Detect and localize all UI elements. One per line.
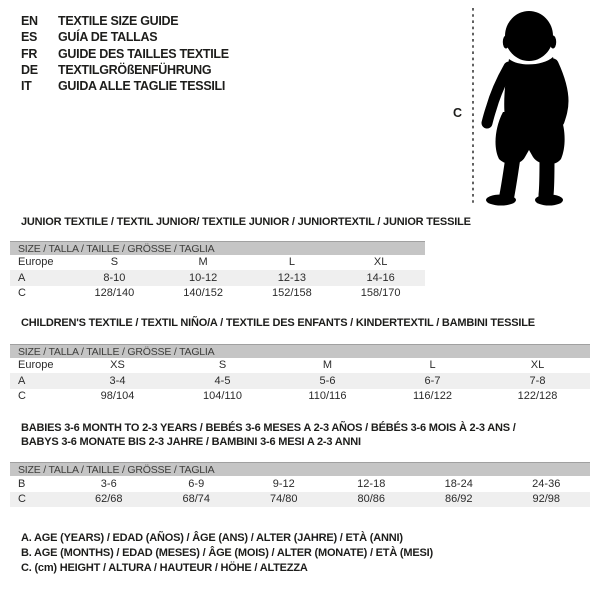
size-value: 6-9 [188,477,205,490]
language-row [21,29,229,45]
size-value: 24-36 [532,477,561,490]
size-value: 80/86 [357,493,386,506]
size-value: 152/158 [271,287,312,300]
row-label: C [18,493,26,506]
size-value: 10-12 [189,271,218,284]
language-row [21,78,229,94]
legend-note-line: A. AGE (YEARS) / EDAD (AÑOS) / ÂGE (ANS) / ALTER (JAHRE) / ETÀ (ANNI) [21,532,403,544]
size-value: S [218,359,227,372]
language-guide-title: TEXTILE SIZE GUIDE [58,14,179,29]
size-value: 14-16 [366,271,395,284]
row-label: B [18,477,26,490]
language-code: IT [21,79,32,94]
table-title-line: BABYS 3-6 MONATE BIS 2-3 JAHRE / BAMBINI 3-6 MESI A 2-3 ANNI [21,435,361,448]
size-value: XS [110,359,125,372]
junior-textile-section [10,216,471,301]
height-dotted-line [472,8,474,206]
size-value: 6-7 [424,374,441,387]
language-guide-title: GUÍA DE TALLAS [58,30,158,45]
size-value: 12-13 [277,271,306,284]
size-value: 4-5 [214,374,231,387]
language-guide-title: GUIDA ALLE TAGLIE TESSILI [58,79,226,94]
language-code: DE [21,63,38,78]
row-label: A [18,374,26,387]
table-row [10,389,590,405]
size-value: 7-8 [529,374,546,387]
size-value: L [288,256,295,269]
size-value: L [429,359,436,372]
childrens-textile-section [10,317,590,404]
size-table [10,344,590,405]
table-title-line: JUNIOR TEXTILE / TEXTIL JUNIOR/ TEXTILE JUNIOR / JUNIORTEXTIL / JUNIOR TESSILE [21,216,471,228]
table-row [10,255,425,271]
table-row [10,286,425,302]
size-value: 158/170 [360,287,401,300]
table-row [10,358,590,374]
size-table [10,462,590,507]
size-value: S [110,256,119,269]
size-value: XL [530,359,545,372]
language-guide-title: TEXTILGRÖßENFÜHRUNG [58,63,212,78]
language-row [21,62,229,78]
size-value: 110/116 [308,390,347,403]
legend-note-line: C. (cm) HEIGHT / ALTURA / HAUTEUR / HÖHE / ALTEZZA [21,562,308,575]
size-value: 3-6 [100,477,117,490]
size-value: 8-10 [103,271,126,284]
size-value: 62/68 [94,493,123,506]
size-value: 9-12 [272,477,295,490]
size-value: 68/74 [182,493,211,506]
size-value: XL [373,256,388,269]
table-row [10,270,425,286]
legend-note-line: B. AGE (MONTHS) / EDAD (MESES) / ÂGE (MOIS) / ALTER (MONATE) / ETÀ (MESI) [21,547,433,560]
size-value: 104/110 [203,390,242,403]
size-value: 3-4 [109,374,126,387]
size-value: M [322,359,333,372]
size-value: 74/80 [269,493,298,506]
size-value: 128/140 [94,287,135,300]
size-header-bar: SIZE / TALLA / TAILLE / GRÖSSE / TAGLIA [10,344,590,358]
table-title-line: CHILDREN'S TEXTILE / TEXTIL NIÑO/A / TEXTILE DES ENFANTS / KINDERTEXTIL / BAMBINI TESSILE [21,317,535,329]
size-value: 140/152 [183,287,223,300]
language-code: EN [21,14,38,29]
table-row [10,492,590,508]
table-row [10,476,590,492]
language-title-list [21,13,229,94]
language-row [21,13,229,29]
size-value: M [198,256,208,269]
table-title-line: BABIES 3-6 MONTH TO 2-3 YEARS / BEBÉS 3-6 MESES A 2-3 AÑOS / BÉBÉS 3-6 MOIS À 2-3 ANS / [21,422,516,434]
table-title [21,317,590,331]
language-code: ES [21,30,38,45]
table-row [10,373,590,389]
row-label: Europe [18,256,54,269]
row-label: C [18,390,26,403]
height-label: C [453,106,463,120]
language-code: FR [21,46,38,61]
size-value: 18-24 [444,477,473,490]
table-title [21,216,471,230]
row-label: Europe [18,359,54,372]
language-guide-title: GUIDE DES TAILLES TEXTILE [58,46,229,61]
size-value: 116/122 [413,390,452,403]
size-header-bar: SIZE / TALLA / TAILLE / GRÖSSE / TAGLIA [10,462,590,476]
size-header-bar: SIZE / TALLA / TAILLE / GRÖSSE / TAGLIA [10,241,425,255]
size-value: 86/92 [444,493,473,506]
size-value: 92/98 [532,493,561,506]
size-value: 122/128 [517,390,558,403]
language-row [21,46,229,62]
babies-textile-section [10,422,590,507]
row-label: C [18,287,26,300]
size-value: 5-6 [319,374,336,387]
legend-notes [21,531,433,577]
size-value: 12-18 [357,477,386,490]
table-title [21,422,590,449]
size-value: 98/104 [100,390,135,403]
row-label: A [18,271,26,284]
size-table [10,241,425,302]
baby-silhouette [479,9,575,206]
